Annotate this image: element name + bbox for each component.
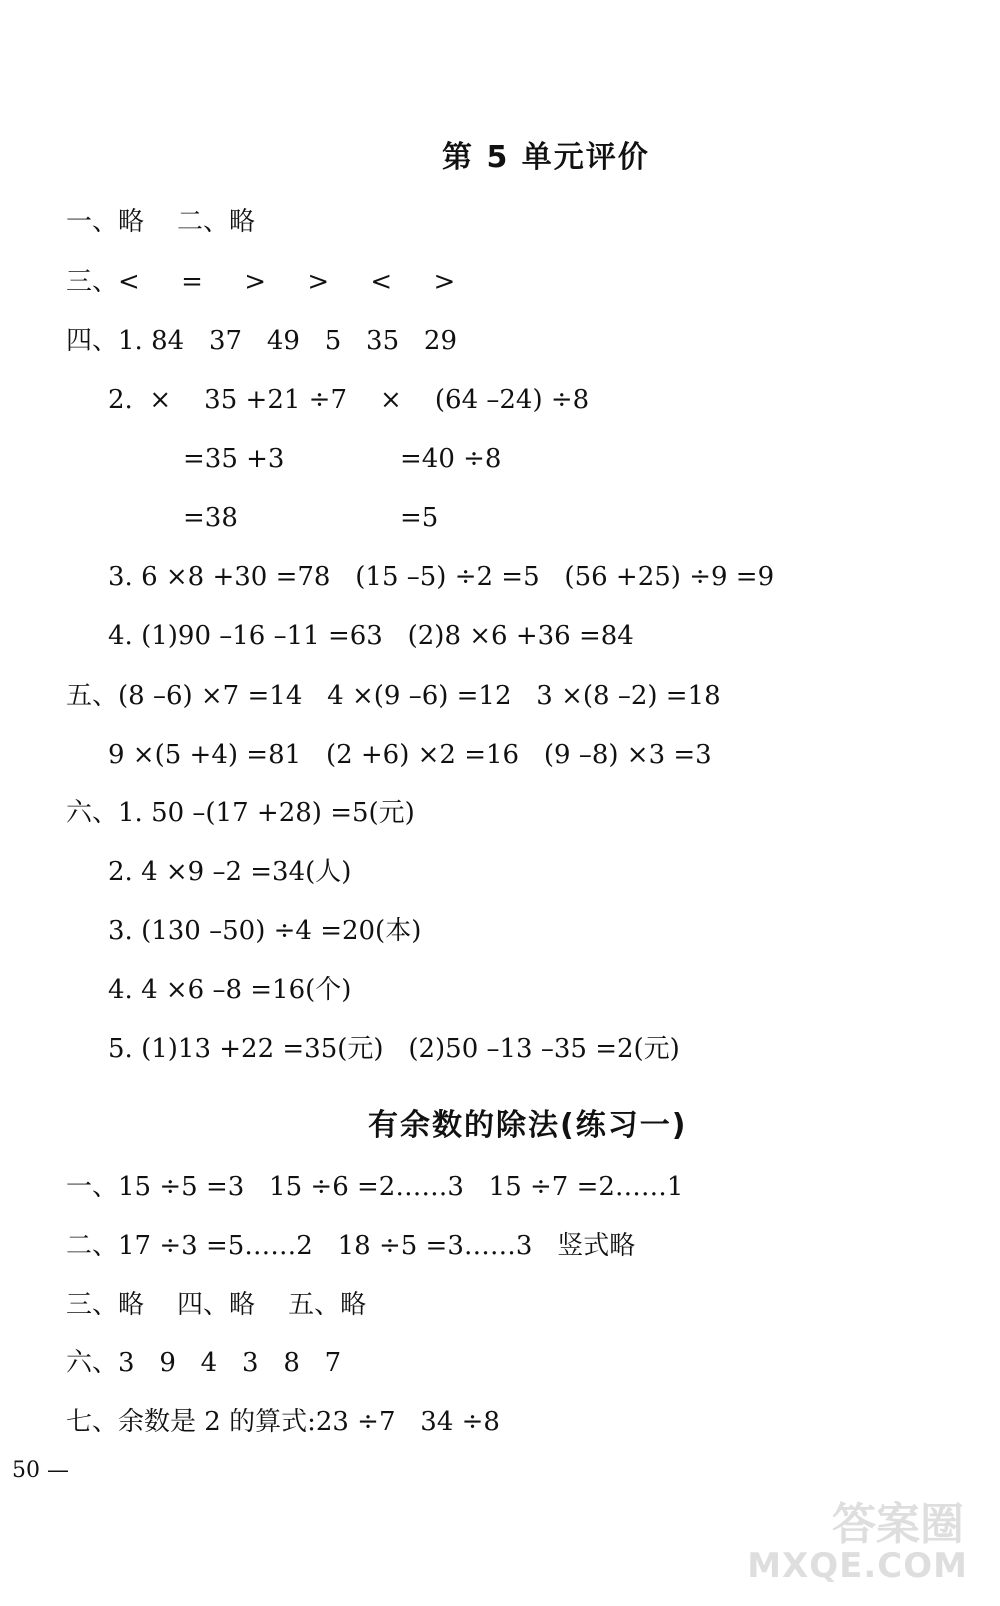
answer-line: 七、余数是 2 的算式:23 ÷7 34 ÷8 [66, 1407, 500, 1437]
answer-line: 一、略 二、略 [66, 207, 256, 237]
answer-line: 六、3 9 4 3 8 7 [66, 1348, 342, 1378]
section-title-unit5: 第 5 单元评价 [442, 140, 650, 175]
answer-line: 3. (130 –50) ÷4 =20(本) [108, 916, 422, 946]
answer-line: 四、1. 84 37 49 5 35 29 [66, 326, 458, 356]
answer-line: 二、17 ÷3 =5……2 18 ÷5 =3……3 竖式略 [66, 1231, 636, 1261]
answer-line: 4. (1)90 –16 –11 =63 (2)8 ×6 +36 =84 [108, 621, 634, 651]
answer-line: 三、< = > > < > [66, 267, 456, 297]
watermark-en: MXQE.COM [747, 1546, 968, 1586]
answer-line: 2. 4 ×9 –2 =34(人) [108, 857, 352, 887]
answer-line: 4. 4 ×6 –8 =16(个) [108, 975, 352, 1005]
page-number: 50 — [12, 1458, 69, 1483]
answer-line: =35 +3 [183, 444, 285, 474]
answer-line: 五、(8 –6) ×7 =14 4 ×(9 –6) =12 3 ×(8 –2) =18 [66, 681, 721, 711]
section-title-division: 有余数的除法(练习一) [368, 1108, 688, 1143]
answer-line: =38 [183, 503, 238, 533]
answer-line: 9 ×(5 +4) =81 (2 +6) ×2 =16 (9 –8) ×3 =3 [108, 740, 712, 770]
answer-line: =5 [400, 503, 439, 533]
answer-line: 3. 6 ×8 +30 =78 (15 –5) ÷2 =5 (56 +25) ÷9 =9 [108, 562, 775, 592]
watermark-cn: 答案圈 [832, 1499, 964, 1550]
answer-line: 三、略 四、略 五、略 [66, 1290, 367, 1320]
watermark-logo [747, 1486, 974, 1592]
answer-line: 六、1. 50 –(17 +28) =5(元) [66, 798, 415, 828]
answer-line: 一、15 ÷5 =3 15 ÷6 =2……3 15 ÷7 =2……1 [66, 1172, 684, 1202]
answer-line: 5. (1)13 +22 =35(元) (2)50 –13 –35 =2(元) [108, 1034, 680, 1064]
answer-line: =40 ÷8 [400, 444, 502, 474]
answer-line: 2. × 35 +21 ÷7 × (64 –24) ÷8 [108, 385, 590, 415]
